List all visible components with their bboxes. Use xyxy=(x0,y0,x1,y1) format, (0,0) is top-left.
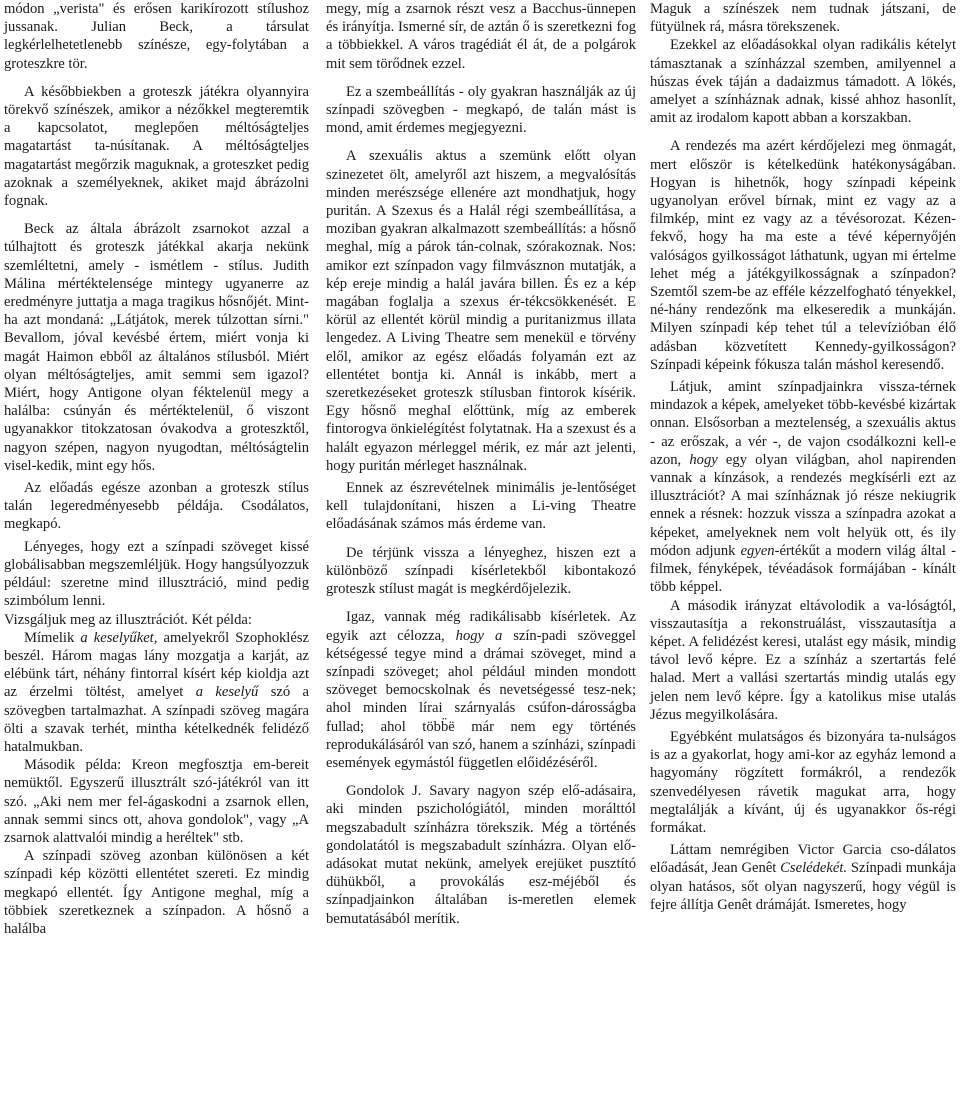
paragraph: módon „verista" és erősen karikírozott stílushoz jussanak. Julian Beck, a társulat legkérlelhetetlenebb színésze, egy-folytában a groteszkre tör. xyxy=(4,1,309,72)
paragraph: A szexuális aktus a szemünk előtt olyan szinezetet ölt, amelyről azt hiszem, a megvalósítás minden merészsége ellenére azt mondhatjuk, hogy puritán. A Szexus és a Halál régi szembeállítása, a moziban gyakran alkalmazott szembeállítás: a hősnő meghal, míg a párok tán-colnak, szórakoznak. Nos: amikor ezt színpadon vagy filmvásznon mutatják, a kép ereje mindig a halál javára billen. És ez a kép magában foglalja a szexus ér-tékcsökkenését. E körül az ellentét körül mindig a puritanizmus illata lengedez. A Living Theatre sem menekül e törvény elől, amikor az egész előadás folyamán ezt az ellentétet bontja ki. Annál is inkább, mert a szeretkezéseket groteszk stílusban fintorok kísérik. Egy hősnő meghal előttünk, míg az emberek fintorogva önkielégítést folytatnak. Ha a szexust és a halált egyazon mérleggel mérik, ez már azt jelenti, hogy puritán mérleget használnak. xyxy=(326,148,636,474)
paragraph: A színpadi szöveg azonban különösen a két színpadi kép közötti ellentétet szereti. Ez mindig megkapó ellentét. Így Antigone meghal, míg a többiek szeretkeznek a színpadon. A hősnő a halálba xyxy=(4,848,309,937)
italic-run: egyen xyxy=(740,542,775,559)
column-2 xyxy=(326,0,636,928)
paragraph: De térjünk vissza a lényeghez, hiszen ezt a különböző színpadi kísérletekből kibontakozó groteszk stílust magát is megkérdőjelezik. xyxy=(326,544,636,598)
paragraph: Egyébként mulatságos és bizonyára ta-nulságos is az a gyakorlat, hogy ami-kor az egyház lemond a hagyomány rögzített formákról, a rendezők szenvedélyesen rávetik magukat arra, hogy megtalálják a kívánt, új és ugyanakkor ős-régi formákat. xyxy=(650,728,956,836)
text-run: Láttam nemrégiben Victor Garcia cso-dálatos előadását, Jean Genêt xyxy=(650,842,956,877)
italic-run: a keselyű xyxy=(195,684,259,701)
column-1 xyxy=(4,0,309,938)
italic-run: hogy xyxy=(689,451,718,468)
paragraph: Beck az általa ábrázolt zsarnokot azzal a túlhajtott és groteszk játékkal akarja nekünk szemléltetni, amely - ismétlem - stílus. Judith Málina mértéktelensége mintegy ugyanerre az eredményre juttatja a maga tragikus hősnőjét. Mint-ha azt mondaná: „Látjátok, merek túlzottan sírni." Bevallom, jóval kevésbé értem, miért vonja ki magát Haimon ebből az általános stílusból. Miért olyan méltóságteljes, amit semmi sem igazol? Miért, hogy Antigone olyan féktelenül megy a halálba: csúnyán és mértéktelenül, ő viszont ugyanakkor titokzatosan óvakodva a groteszktől, nagyon szépen, nagyon nyugodtan, méltóságtelin visel-kedik, mint egy hős. xyxy=(4,221,309,474)
paragraph: Maguk a színészek nem tudnak játszani, de fütyülnek rá, másra törekszenek. xyxy=(650,1,956,36)
paragraph: Az előadás egésze azonban a groteszk stílus talán legeredményesebb példája. Csodálatos, megkapó. xyxy=(4,480,309,533)
paragraph: megy, míg a zsarnok részt vesz a Bacchus-ünnepen és irányítja. Ismerné sír, de aztán ő is szeretkezni fog a többiekkel. A város tragédiát él át, de a polgárok mit sem törődnek ezzel. xyxy=(326,1,636,72)
paragraph: Második példa: Kreon megfosztja em-bereit nemüktől. Egyszerű illusztrált szó-játékról van itt szó. „Aki nem mer fel-ágaskodni a zsarnok ellen, annak semmi sincs ott, ahova gondolok", vagy „A zsarnok alattvalói mindig a heréltek" stb. xyxy=(4,757,309,846)
paragraph xyxy=(650,378,956,596)
italic-run: Cselédekét. xyxy=(780,860,848,877)
paragraph: Ennek az észrevételnek minimális je-lentőséget kell tulajdonítani, hiszen a Li-ving Theatre előadásának számos más érdeme van. xyxy=(326,480,636,533)
paragraph: A későbbiekben a groteszk játékra olyannyira törekvő színészek, amikor a nézőkkel megteremtik a kapcsolatot, meglepően méltóságteljes magatartást ta-núsítanak. A méltóságteljes magatartást megőrzik maguknak, a groteszket pedig azoknak a személyeknek, akiket majd ábrázolni fognak. xyxy=(4,83,309,210)
italic-run: a keselyűket, xyxy=(80,629,158,646)
text-run: Mímelik xyxy=(24,629,81,646)
paragraph: Lényeges, hogy ezt a színpadi szöveget kissé globálisabban megszemléljük. Hogy hangsúlyozzuk például: szeretne mind illusztráció, mind pedig szimbólum lenni. xyxy=(4,538,309,610)
paragraph: Gondolok J. Savary nagyon szép elő-adásaira, aki minden pszichológiától, minden morálttól megszabadult színházra törekszik. Még a történés gondolatától is megszabadult színházra. Olyan elő-adásokat mutat nekünk, amelyek erejüket pusztító dühükből, a provokálás esz-méjéből és színpadjainkon általában is-meretlen elemek bemutatásából merítik. xyxy=(326,783,636,927)
paragraph xyxy=(4,629,309,756)
paragraph: A rendezés ma azért kérdőjelezi meg önmagát, mert először is kételkedünk hatékonyságában. Hogyan is hihetnők, hogy színpadi képeink ugyanolyan erővel bírnak, mint ez vagy az a filmkép, mint ez vagy az a tévésorozat. Kézen-fekvő, hogy ha ma este a tévé képernyőjén valóságos gyilkosságot láthatunk, ugyan mi értelme lehet még a játékgyilkosságnak a színpadon? Szemtől szem-be az efféle kézzelfogható tényekkel, né-hány rendezőnk ma elkeseredik a munkáján. Milyen színpadi kép tehet túl a televízióban élő adásban közvetített Kennedy-gyilkosságon? Színpadi képeink fókusza talán máshol keresendő. xyxy=(650,138,956,373)
text-run: szó a szövegben tartalmazhat. A színpadi szöveg magára ölti a szavak terhét, mintha kételkednék felidéző hatalmukban. xyxy=(4,684,310,755)
text-run: -értékűt a modern világ által - filmek, fényképek, tévéadások formájában - kínált több képpel. xyxy=(650,542,956,596)
paragraph: A második irányzat eltávolodik a va-lóságtól, visszautasítja a rekonstruálást, visszautasítja a képet. A felidézést keresi, utalást egy másik, mindig távol levő képre. Ez a színház a szertartás felé halad. Mert a vallási szertartás mindig utalás egy jelen nem levő képre. Így a katolikus mise utalás Jézus megyilkolására. xyxy=(650,597,956,723)
paragraph: Ez a szembeállítás - oly gyakran használják az új színpadi szövegben - megkapó, de talán mást is mond, amit érdemes megjegyezni. xyxy=(326,83,636,137)
text-run: egy olyan világban, ahol napirenden vannak a kínzások, a rendezés megkísérli ezt az illusztrációt? A mai színháznak jó része nekiugrik ennek a résnek: hozzuk vissza a színpadra azokat a képeket, amelyeknek nem volt helyük ott, és ily módon adjunk xyxy=(650,451,956,559)
text-run: Látjuk, amint színpadjainkra vissza-térnek mindazok a képek, amelyeket több-kevésbé kizártak onnan. Elsősorban a meztelenség, a szexuális aktus - az erőszak, a vér -, de vajon csodálkozni kell-e azon, xyxy=(650,379,956,468)
text-run: szín-padi szöveggel kétségessé tegye mind a drámai szöveget, mind a színpadi szöveget; ahol például minden mondott szöveget bemocskolnak és nevetségessé tesz-nek; ahol minden lírai szárnyalás csúfon-dárosságba fullad; ahol több̈ë már nem egy történés reprodukálásáról van szó, hanem a színházi, színpadi események egymástól független előidézéséről. xyxy=(326,627,636,771)
text-run: Színpadi munkája olyan hatásos, sőt olyan nagyszerű, hogy végül is fejre állítja Genêt drámáját. Ismeretes, hogy xyxy=(650,860,956,913)
paragraph: Vizsgáljuk meg az illusztrációt. Két példa: xyxy=(4,611,252,628)
text-run: Igaz, vannak még radikálisabb kísérletek. Az egyik azt célozza, xyxy=(326,609,636,644)
paragraph xyxy=(326,608,636,772)
italic-run: hogy a xyxy=(455,627,503,644)
paragraph: Ezekkel az előadásokkal olyan radikális kételyt támasztanak a színházzal szemben, amilyennel a húszas évek táján a dadaizmus támadott. A lökés, amelyet a színháznak adnak, kissé ahhoz hasonlít, amit az irodalom kapott abban a korszakban. xyxy=(650,37,956,127)
text-run: amelyekről Szophoklész beszél. Három magas lány mozgatja a karját, az elébünk tárt, néhány fintorral kísért kép kioldja azt az érzelmi töltést, amelyet xyxy=(4,629,309,701)
paragraph xyxy=(650,841,956,914)
column-3 xyxy=(650,0,956,914)
